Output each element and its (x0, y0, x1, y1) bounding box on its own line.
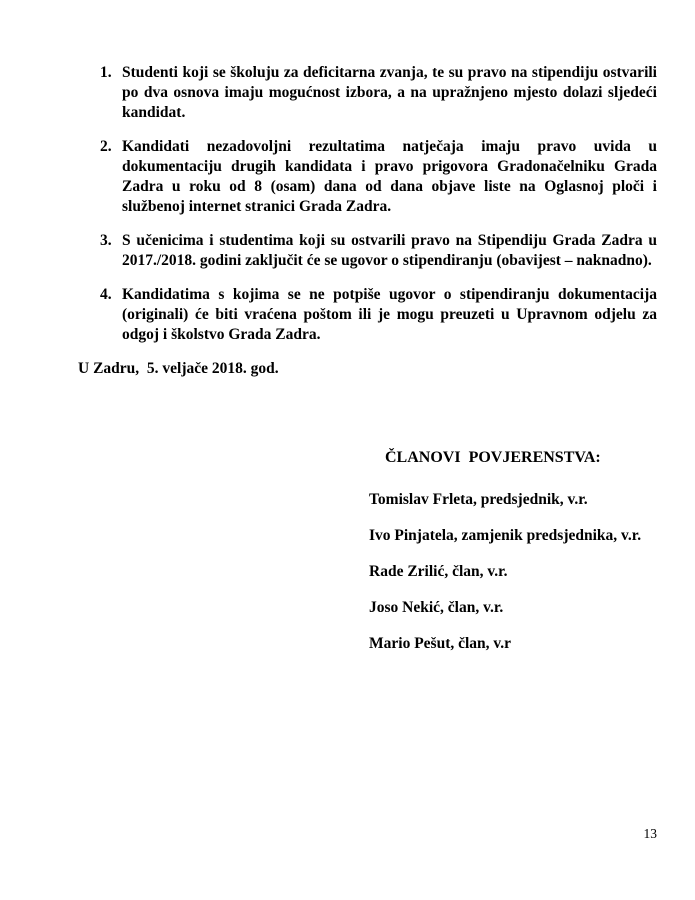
committee-member: Joso Nekić, član, v.r. (369, 599, 504, 616)
list-item-text: Studenti koji se školuju za deficitarna zvanja, te su pravo na stipendiju ostvarili po dva osnova imaju mogućnost izbora, a na upražnjeno mjesto dolazi sljedeći kandidat. (122, 64, 657, 121)
list-item-number: 3. (100, 232, 112, 249)
list-item (100, 285, 657, 345)
list-item-number: 2. (100, 138, 112, 155)
committee-member: Tomislav Frleta, predsjednik, v.r. (369, 491, 588, 508)
numbered-list (100, 63, 657, 359)
list-item-number: 1. (100, 64, 112, 81)
list-item (100, 63, 657, 123)
committee-heading: ČLANOVI POVJERENSTVA: (385, 449, 601, 466)
committee-member: Rade Zrilić, član, v.r. (369, 563, 508, 580)
list-item (100, 231, 657, 271)
date-line: U Zadru, 5. veljače 2018. god. (78, 360, 279, 377)
list-item-text: S učenicima i studentima koji su ostvarili pravo na Stipendiju Grada Zadra u 2017./2018. godini zaključit će se ugovor o stipendiranju (obavijest – naknadno). (122, 232, 657, 269)
committee-block (369, 448, 641, 670)
page-number: 13 (643, 826, 657, 841)
list-item-text: Kandidatima s kojima se ne potpiše ugovor o stipendiranju dokumentacija (originali) će biti vraćena poštom ili je mogu preuzeti u Upravnom odjelu za odgoj i školstvo Grada Zadra. (122, 286, 657, 343)
list-item-number: 4. (100, 286, 112, 303)
list-item (100, 137, 657, 217)
committee-member: Mario Pešut, član, v.r (369, 635, 512, 652)
committee-member: Ivo Pinjatela, zamjenik predsjednika, v.r. (369, 527, 642, 544)
list-item-text: Kandidati nezadovoljni rezultatima natječaja imaju pravo uvida u dokumentaciju drugih kandidata i pravo prigovora Gradonačelniku Grada Zadra u roku od 8 (osam) dana od dana objave liste na Oglasnoj ploči i službenoj internet stranici Grada Zadra. (122, 138, 657, 215)
